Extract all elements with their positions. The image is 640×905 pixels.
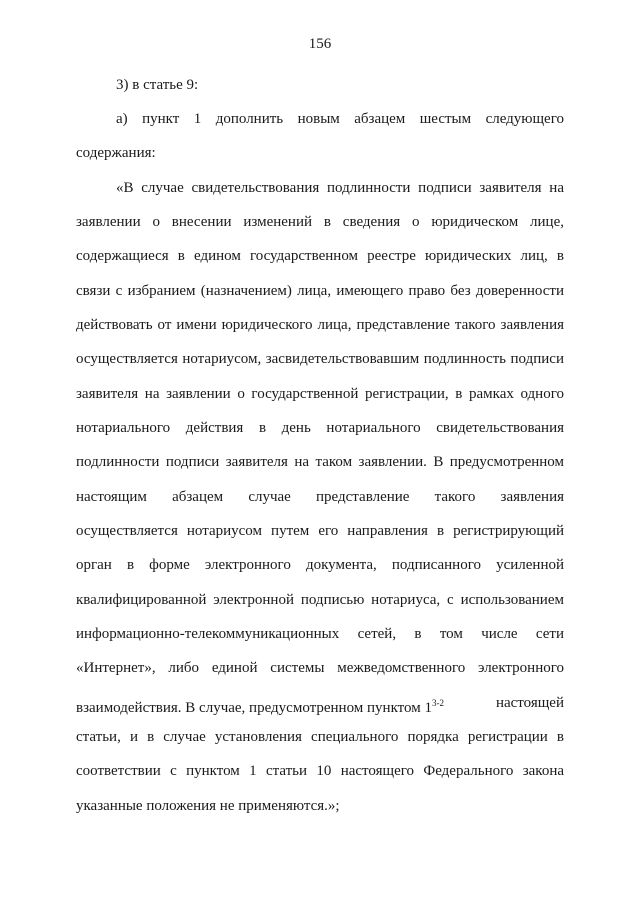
text-line: осуществляется нотариусом, засвидетельствовавшим подлинность подписи: [76, 351, 564, 367]
text-line: настоящим абзацем случае представление такого заявления: [76, 489, 564, 505]
text-line: подлинности подписи заявителя на таком заявлении. В предусмотренном: [76, 454, 564, 470]
text-line: заявителя на заявлении о государственной регистрации, в рамках одного: [76, 386, 564, 402]
text-line: орган в форме электронного документа, подписанного усиленной: [76, 557, 564, 573]
text-line: связи с избранием (назначением) лица, имеющего право без доверенности: [76, 283, 564, 299]
text-segment: взаимодействия. В случае, предусмотренном пунктом 1: [76, 700, 432, 716]
text-line: статьи, и в случае установления специального порядка регистрации в: [76, 729, 564, 745]
text-line: квалифицированной электронной подписью нотариуса, с использованием: [76, 592, 564, 608]
text-fragment: настоящей: [495, 695, 564, 711]
text-line: информационно-телекоммуникационных сетей, в том числе сети: [76, 626, 564, 642]
text-line: осуществляется нотариусом путем его направления в регистрирующий: [76, 523, 564, 539]
page-number: 156: [308, 36, 332, 52]
text-line: содержания:: [76, 145, 156, 161]
text-line: нотариального действия в день нотариального свидетельствования: [76, 420, 564, 436]
text-line: соответствии с пунктом 1 статьи 10 настоящего Федерального закона: [76, 763, 564, 779]
text-line: «В случае свидетельствования подлинности подписи заявителя на: [116, 180, 564, 196]
text-line: «Интернет», либо единой системы межведомственного электронного: [76, 660, 564, 676]
text-line: 3) в статье 9:: [116, 77, 199, 93]
text-fragment: [76, 693, 444, 718]
text-line: [76, 693, 564, 718]
text-line: а) пункт 1 дополнить новым абзацем шестым следующего: [116, 111, 564, 127]
superscript: 3-2: [432, 698, 444, 708]
text-line: указанные положения не применяются.»;: [76, 798, 340, 814]
text-line: действовать от имени юридического лица, представление такого заявления: [76, 317, 564, 333]
text-line: содержащиеся в едином государственном реестре юридических лиц, в: [76, 248, 564, 264]
text-line: заявлении о внесении изменений в сведения о юридическом лице,: [76, 214, 564, 230]
